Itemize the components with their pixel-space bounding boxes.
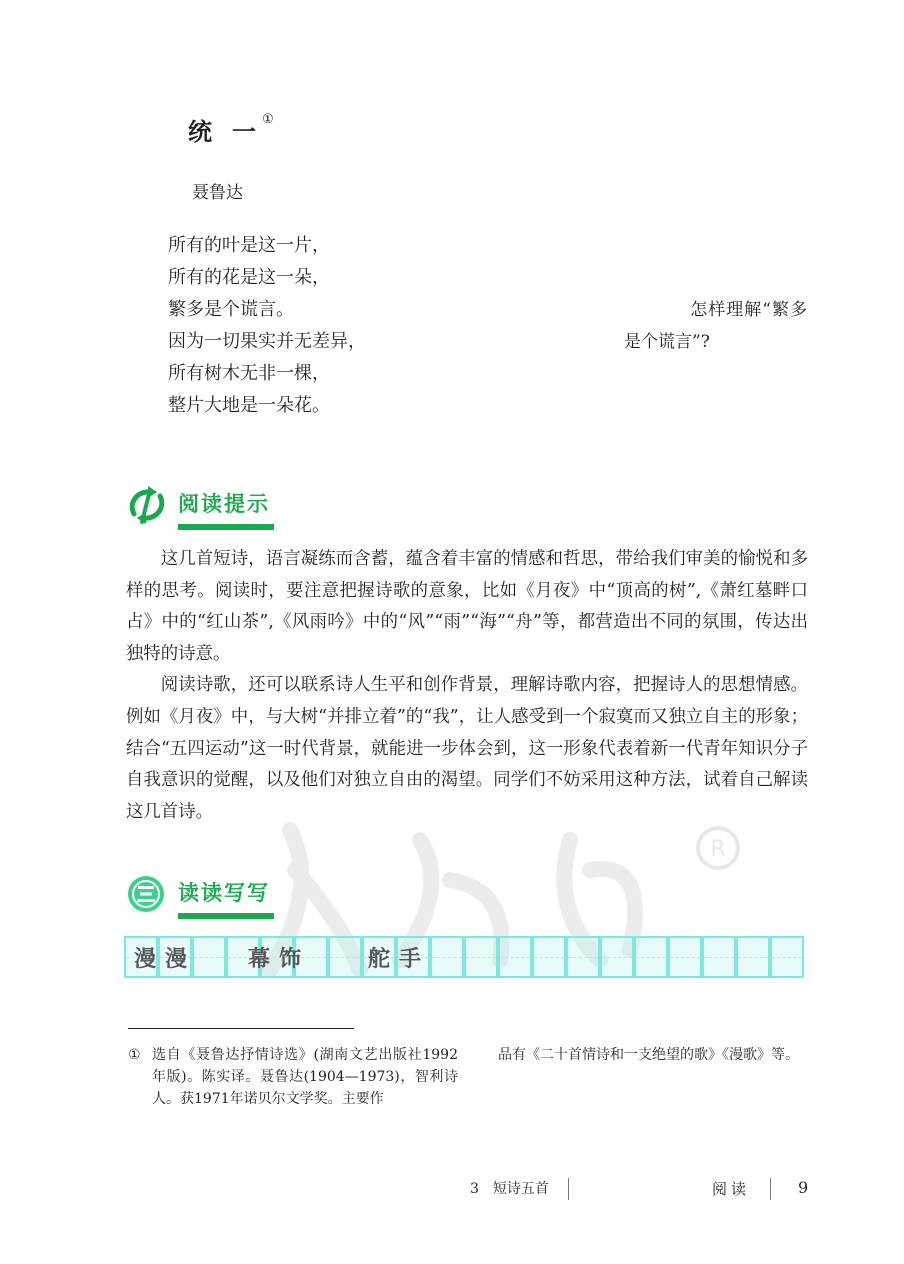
practice-word: 舵手	[368, 946, 431, 972]
footer-lesson: 3 短诗五首	[470, 1181, 549, 1197]
reading-tips-paragraph: 阅读诗歌，还可以联系诗人生平和创作背景，理解诗歌内容，把握诗人的思想情感。例如《月夜》中，与大树“并排立着”的“我”，让人感受到一个寂寞而又独立自主的形象；结合“五四运动”这一时代背景，就能进一步体会到，这一形象代表着新一代青年知识分子自我意识的觉醒，以及他们对独立自由的渴望。同学们不妨采用这种方法，试着自己解读这几首诗。	[126, 675, 808, 822]
footnote-number: ①	[128, 1047, 141, 1063]
footnote-left	[128, 1044, 458, 1110]
grid-cell	[430, 936, 464, 978]
grid-cell	[566, 936, 600, 978]
read-write-heading: 读读写写	[178, 877, 270, 911]
read-write-header	[126, 874, 270, 914]
side-question	[624, 294, 808, 358]
grid-cell	[532, 936, 566, 978]
grid-cell	[328, 936, 362, 978]
poem-author: 聂鲁达	[192, 183, 243, 203]
poem-line: 因为一切果实并无差异，	[168, 331, 366, 352]
grid-cell	[770, 936, 804, 978]
reading-tips-body	[126, 544, 808, 828]
practice-word: 幕饰	[248, 946, 311, 972]
footnote-right: 品有《二十首情诗和一支绝望的歌》《漫歌》等。	[498, 1047, 799, 1063]
side-question-line2: 是个谎言”?	[624, 332, 710, 352]
reading-tips-header	[126, 484, 270, 526]
grid-cell	[702, 936, 736, 978]
reading-tips-paragraph: 这几首短诗，语言凝练而含蓄，蕴含着丰富的情感和哲思，带给我们审美的愉悦和多样的思考。阅读时，要注意把握诗歌的意象，比如《月夜》中“顶高的树”,《萧红墓畔口占》中的“红山茶”,《风雨吟》中的“风”“雨”“海”“舟”等，都营造出不同的氛围，传达出独特的诗意。	[126, 549, 808, 664]
footer-divider	[770, 1178, 771, 1200]
reading-tips-heading: 阅读提示	[178, 488, 270, 522]
poem-title-char2: 一	[232, 118, 258, 146]
poem-title	[188, 112, 258, 147]
grid-cell	[600, 936, 634, 978]
grid-cell	[634, 936, 668, 978]
section-three-icon	[126, 874, 166, 914]
svg-text:R: R	[710, 837, 726, 862]
footer-section: 阅读	[712, 1180, 751, 1198]
poem-title-char1: 统	[188, 118, 214, 146]
grid-cell	[498, 936, 532, 978]
footnote-marker[interactable]: ①	[262, 112, 274, 127]
footnote-text: 选自《聂鲁达抒情诗选》(湖南文艺出版社1992年版)。陈实译。聂鲁达(1904—1973)，智利诗人。获1971年诺贝尔文学奖。主要作	[152, 1047, 458, 1107]
poem-line: 繁多是个谎言。	[168, 299, 294, 320]
footnote-divider	[128, 1028, 354, 1029]
poem-line: 所有树木无非一棵，	[168, 363, 330, 384]
grid-cell	[668, 936, 702, 978]
poem-line: 所有的叶是这一片，	[168, 235, 330, 256]
word-practice-grid	[124, 936, 810, 980]
footer-divider	[568, 1178, 569, 1200]
poem-line: 整片大地是一朵花。	[168, 395, 330, 416]
cycle-arrows-icon	[126, 484, 168, 526]
practice-word: 漫漫	[134, 946, 197, 972]
poem-body	[168, 230, 366, 422]
side-question-line1: 怎样理解“繁多	[690, 300, 808, 320]
grid-cell	[736, 936, 770, 978]
poem-line: 所有的花是这一朵，	[168, 267, 330, 288]
grid-cell	[464, 936, 498, 978]
grid-cell	[192, 936, 226, 978]
page-number: 9	[798, 1178, 809, 1197]
